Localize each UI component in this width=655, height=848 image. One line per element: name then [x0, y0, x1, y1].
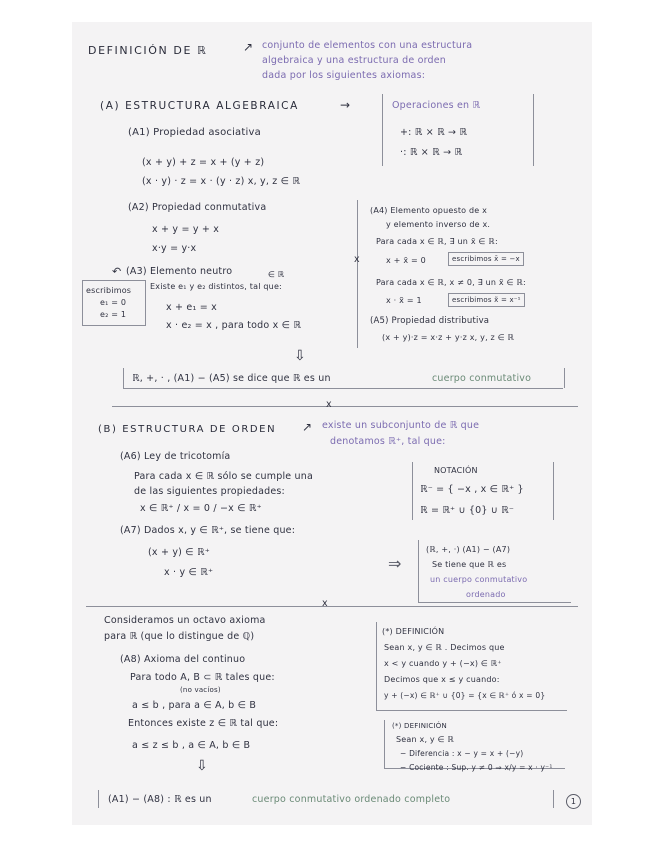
section-b-desc-1: existe un subconjunto de ℝ que: [322, 420, 480, 431]
a5-title: (A5) Propiedad distributiva: [370, 316, 490, 326]
a3-note-line-3: e₂ = 1: [100, 310, 127, 319]
a6-line-3: x ∈ ℝ⁺ / x = 0 / −x ∈ ℝ⁺: [140, 503, 262, 514]
down-arrow-icon: ⇩: [196, 758, 208, 774]
down-arrow-icon: ⇩: [294, 348, 306, 364]
a6-line-2: de las siguientes propiedades:: [134, 486, 285, 497]
arrow-icon: ↗: [243, 40, 254, 54]
divider-mark: x: [326, 399, 332, 410]
a2-title: (A2) Propiedad conmutativa: [128, 202, 267, 213]
operations-title: Operaciones en ℝ: [392, 100, 481, 111]
column-mark: x: [354, 254, 360, 265]
summary-prefix: ℝ, +, · , (A1) − (A5) se dice que ℝ es un: [132, 373, 331, 384]
def2-title: (*) DEFINICIÓN: [392, 722, 447, 730]
a3-exists: Existe e₁ y e₂ distintos, tal que:: [150, 282, 282, 291]
result-line-1: (ℝ, +, ·) (A1) − (A7): [426, 545, 511, 554]
result-line-3: un cuerpo conmutativo: [430, 575, 528, 584]
a3-equation-2: x · e₂ = x , para todo x ∈ ℝ: [166, 320, 302, 331]
a7-equation-2: x · y ∈ ℝ⁺: [164, 567, 214, 578]
def1-line-4: y + (−x) ∈ ℝ⁺ ∪ {0} = {x ∈ ℝ⁺ ó x = 0}: [384, 691, 546, 700]
notation-line-1: ℝ⁻ = { −x , x ∈ ℝ⁺ }: [420, 484, 524, 495]
a4-line-4: x · x̃ = 1: [386, 296, 422, 305]
def1-line-1: Sean x, y ∈ ℝ . Decimos que: [384, 643, 505, 652]
section-a-title: (A) ESTRUCTURA ALGEBRAICA: [100, 100, 299, 112]
a4-note-2: escribimos x̃ = x⁻¹: [448, 293, 525, 307]
implies-arrow-icon: ⇒: [388, 554, 402, 573]
a6-line-1: Para cada x ∈ ℝ sólo se cumple una: [134, 471, 314, 482]
a3-in-r: ∈ ℝ: [268, 270, 285, 279]
a3-note-line-2: e₁ = 0: [100, 298, 127, 307]
a8-line-3: Entonces existe z ∈ ℝ tal que:: [128, 718, 279, 729]
a8-line-2: a ≤ b , para a ∈ A, b ∈ B: [132, 700, 257, 711]
a1-equation-2: (x · y) · z = x · (y · z) x, y, z ∈ ℝ: [142, 176, 301, 187]
def2-line-1: Sean x, y ∈ ℝ: [396, 735, 455, 744]
a4-line-2: x + x̄ = 0: [386, 256, 426, 265]
def2-line-2: − Diferencia : x − y = x + (−y): [400, 749, 524, 758]
page-title: DEFINICIÓN DE ℝ: [88, 44, 208, 57]
a4-note-1: escribimos x̄ = −x: [448, 252, 524, 266]
result-line-4: ordenado: [466, 590, 506, 599]
notation-line-2: ℝ = ℝ⁺ ∪ {0} ∪ ℝ⁻: [420, 505, 515, 516]
final-highlight: cuerpo conmutativo ordenado completo: [252, 794, 451, 805]
arrow-icon: ↗: [302, 420, 313, 434]
definition-line-1: conjunto de elementos con una estructura: [262, 40, 473, 51]
page-number: 1: [566, 794, 581, 809]
a3-equation-1: x + e₁ = x: [166, 302, 217, 313]
def1-line-3: Decimos que x ≤ y cuando:: [384, 675, 500, 684]
section-divider: [86, 606, 578, 607]
a8-title: (A8) Axioma del continuo: [120, 654, 246, 665]
result-line-2: Se tiene que ℝ es: [432, 560, 507, 569]
sum-operation: +: ℝ × ℝ → ℝ: [400, 127, 468, 138]
a4-line-3: Para cada x ∈ ℝ, x ≠ 0, ∃ un x̃ ∈ ℝ:: [376, 278, 526, 287]
a4-line-1: Para cada x ∈ ℝ, ∃ un x̄ ∈ ℝ:: [376, 237, 498, 246]
a1-title: (A1) Propiedad asociativa: [128, 127, 261, 138]
def1-line-2: x < y cuando y + (−x) ∈ ℝ⁺: [384, 659, 502, 668]
column-divider: [357, 200, 358, 348]
a4-title-2: y elemento inverso de x.: [386, 220, 491, 229]
section-b-desc-2: denotamos ℝ⁺, tal que:: [330, 436, 446, 447]
a8-line-1b: (no vacíos): [180, 686, 221, 694]
a6-title: (A6) Ley de tricotomía: [120, 451, 231, 462]
arrow-icon: →: [340, 98, 351, 112]
a2-equation-1: x + y = y + x: [152, 224, 220, 235]
a8-line-1: Para todo A, B ⊂ ℝ tales que:: [130, 672, 275, 683]
divider-mark: x: [322, 598, 328, 609]
def2-line-3: − Cociente : Sup. y ≠ 0 ⇒ x/y = x · y⁻¹: [400, 763, 553, 772]
summary-highlight: cuerpo conmutativo: [432, 373, 532, 384]
a5-equation: (x + y)·z = x·z + y·z x, y, z ∈ ℝ: [382, 333, 515, 342]
section-b-title: (B) ESTRUCTURA DE ORDEN: [98, 424, 277, 435]
a3-note-line-1: escribimos: [86, 286, 132, 295]
summary-underline: [123, 388, 563, 389]
a4-title-1: (A4) Elemento opuesto de x: [370, 206, 488, 215]
a3-title: (A3) Elemento neutro: [126, 266, 233, 277]
a7-equation-1: (x + y) ∈ ℝ⁺: [148, 547, 210, 558]
octavo-intro-2: para ℝ (que lo distingue de ℚ): [104, 631, 255, 642]
a1-equation-1: (x + y) + z = x + (y + z): [142, 157, 265, 168]
notation-title: NOTACIÓN: [434, 466, 478, 475]
definition-line-2: algebraica y una estructura de orden: [262, 55, 447, 66]
octavo-intro-1: Consideramos un octavo axioma: [104, 615, 266, 626]
a8-line-4: a ≤ z ≤ b , a ∈ A, b ∈ B: [132, 740, 251, 751]
a7-title: (A7) Dados x, y ∈ ℝ⁺, se tiene que:: [120, 525, 296, 536]
definition-line-3: dada por los siguientes axiomas:: [262, 70, 426, 81]
final-prefix: (A1) − (A8) : ℝ es un: [108, 794, 212, 805]
product-operation: ·: ℝ × ℝ → ℝ: [400, 147, 463, 158]
section-divider: [112, 406, 578, 407]
curved-arrow-icon: ↶: [112, 265, 122, 278]
def1-title: (*) DEFINICIÓN: [382, 627, 445, 636]
a2-equation-2: x·y = y·x: [152, 243, 197, 254]
